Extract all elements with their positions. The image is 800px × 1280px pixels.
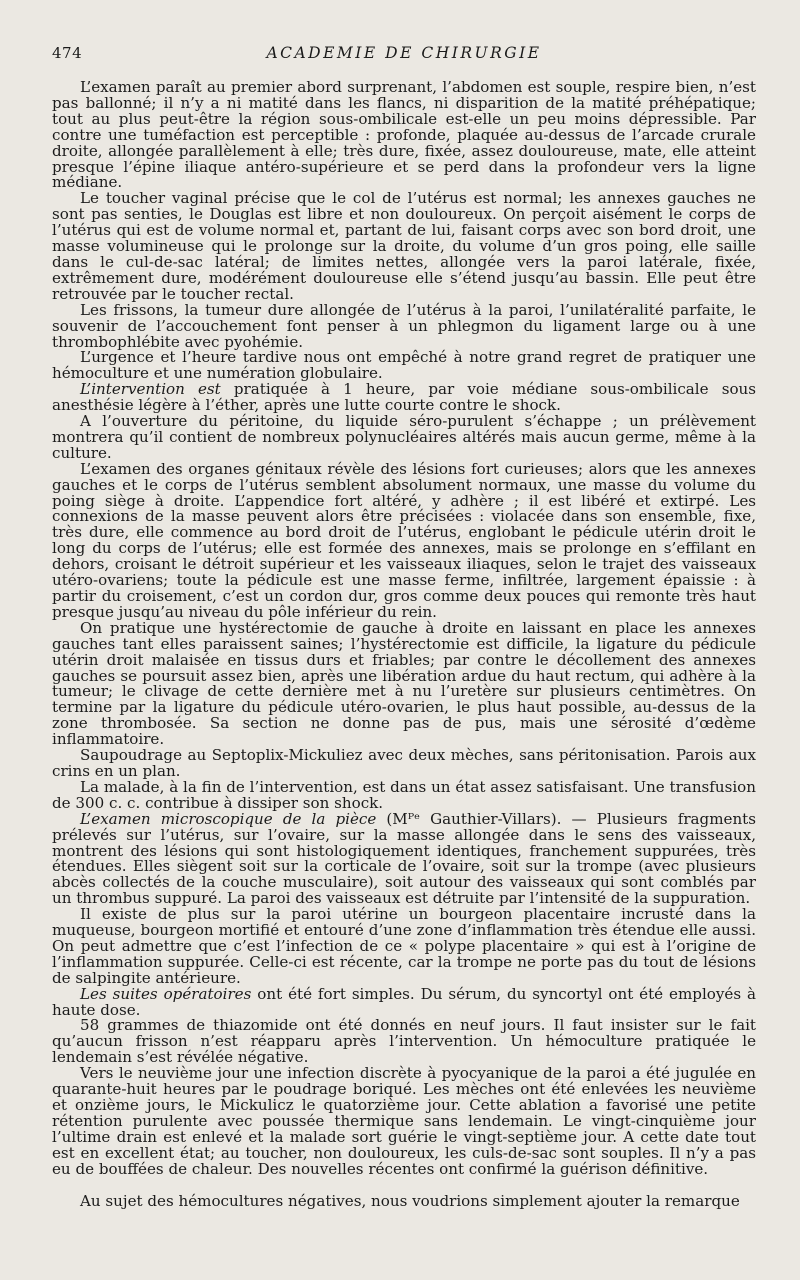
paragraph bbox=[52, 809, 756, 908]
paragraph-text: L’urgence et l’heure tardive nous ont empêché à notre grand regret de pratiquer une hémoculture et une numération globulaire. bbox=[52, 348, 756, 383]
paragraph bbox=[52, 748, 756, 780]
page-number: 474 bbox=[52, 44, 83, 62]
paragraph bbox=[52, 459, 756, 621]
paragraph-text: Il existe de plus sur la paroi utérine un bourgeon placentaire incrusté dans la muqueuse, bourgeon mortifié et entouré d’une zone d’inflammation très étendue elle aussi. On peut admettre que c’est l’infection de ce « polype placentaire » qui est à l’origine de l’inflammation suppurée. Celle-ci est récente, car la trompe ne porte pas du tout de lésions de salpingite antérieure. bbox=[52, 905, 756, 987]
paragraph-text: L’examen paraît au premier abord surprenant, l’abdomen est souple, respire bien, n’est pas ballonné; il n’y a ni matité dans les flancs, ni disparition de la matité préhépatique; tout au plus peut-être la région sous-ombilicale est-elle un peu moins dépressible. Par contre une tuméfaction est perceptible : profonde, plaquée au-dessus de l’arcade crurale droite, allongée parallèlement à elle; très dure, fixée, assez douloureuse, mate, elle atteint presque l’épine iliaque antéro-supérieure et se perd dans la profondeur vers la ligne médiane. bbox=[52, 78, 756, 192]
paragraph-text: L’examen des organes génitaux révèle des lésions fort curieuses; alors que les annexes gauches et le corps de l’utérus semblent absolument normaux, une masse du volume du poing siège à droite. L’appendice fort altéré, y adhère ; il est libéré et extirpé. Les connexions de la masse peuvent alors être précisées : violacée dans son ensemble, fixe, très dure, elle commence au bord droit de l’utérus, englobant le pédicule utérin droit le long du corps de l’utérus; elle est formée des annexes, mais se prolonge en s’effilant en dehors, croisant le détroit supérieur et les vaisseaux iliaques, selon le trajet des vaisseaux utéro-ovariens; toute la pédicule est une masse ferme, infiltrée, largement épaissie : à partir du croisement, c’est un cordon dur, gros comme deux pouces qui remonte très haut presque jusqu’au niveau du pôle inférieur du rein. bbox=[52, 459, 756, 621]
paragraph bbox=[52, 191, 756, 302]
paragraph bbox=[52, 350, 756, 382]
paragraph bbox=[52, 777, 756, 812]
paragraph bbox=[52, 1018, 756, 1066]
paragraph-text: (Mᴾᵉ Gauthier-Villars). — Plusieurs fragments prélevés sur l’utérus, sur l’ovaire, sur la masse allongée dans le sens des vaisseaux, montrent des lésions qui sont histologiquement identiques, franchement suppurées, très étendues. Elles siègent soit sur la corticale de l’ovaire, soit sur la trompe (avec plusieurs abcès collectés de la couche musculaire), soit autour des vaisseaux qui sont comblés par un thrombus suppuré. La paroi des vaisseaux est détruite par l’intensité de la suppuration. bbox=[52, 809, 756, 908]
paragraph bbox=[52, 414, 756, 462]
paragraph-text: On pratique une hystérectomie de gauche à droite en laissant en place les annexes gauches tant elles paraissent saines; l’hystérectomie est difficile, la ligature du pédicule utérin droit malaisée en tissus durs et friables; par contre le décollement des annexes gauches se poursuit assez bien, après une libération ardue du haut rectum, qui adhère à la tumeur; le clivage de cette dernière met à nu l’uretère sur plusieurs centimètres. On termine par la ligature du pédicule utéro-ovarien, le plus haut possible, au-dessus de la zone thrombosée. Sa section ne donne pas de pus, mais une sérosité d’œdème inflammatoire. bbox=[52, 618, 756, 749]
paragraph-lead: Les suites opératoires bbox=[80, 984, 252, 1003]
paragraph-text: Les frissons, la tumeur dure allongée de l’utérus à la paroi, l’unilatéralité parfaite, le souvenir de l’accouchement font penser à un phlegmon du ligament large ou à une thrombophlébite avec pyohémie. bbox=[52, 300, 756, 351]
paragraph bbox=[52, 907, 756, 987]
paragraph-lead: L’examen microscopique de la pièce bbox=[80, 809, 377, 828]
paragraph-text: A l’ouverture du péritoine, du liquide séro-purulent s’échappe ; un prélèvement montrera qu’il contient de nombreux polynucléaires altérés mais aucun germe, même à la culture. bbox=[52, 412, 756, 462]
running-head: ACADEMIE DE CHIRURGIE bbox=[266, 44, 542, 62]
paragraph bbox=[52, 300, 756, 351]
paragraph bbox=[52, 1066, 756, 1177]
paragraph-text: Vers le neuvième jour une infection discrète à pyocyanique de la paroi a été jugulée en quarante-huit heures par le poudrage boriqué. Les mèches ont été enlevées les neuvième et onzième jours, le Mickulicz le quatorzième jour. Cette ablation a favorisé une petite rétention purulente avec poussée thermique sans lendemain. Le vingt-cinquième jour l’ultime drain est enlevé et la malade sort guérie le vingt-septième jour. A cette date tout est en excellent état; au toucher, non douloureux, les culs-de-sac sont souples. Il n’y a pas eu de bouffées de chaleur. Des nouvelles récentes ont confirmé la guérison définitive. bbox=[52, 1064, 756, 1178]
paragraph bbox=[52, 618, 756, 749]
paragraph-text: Le toucher vaginal précise que le col de l’utérus est normal; les annexes gauches ne sont pas senties, le Douglas est libre et non douloureux. On perçoit aisément le corps de l’utérus qui est de volume normal et, partant de lui, faisant corps avec son bord droit, une masse volumineuse qui le prolonge sur la droite, du volume d’un gros poing, elle saille dans le cul-de-sac latéral; de limites nettes, allongée vers la paroi latérale, fixée, extrêmement dure, modérément douloureuse elle s’étend jusqu’au bassin. Elle peut être retrouvée par le toucher rectal. bbox=[52, 189, 756, 303]
paragraph-text: Au sujet des hémocultures négatives, nous voudrions simplement ajouter la remarque bbox=[80, 1191, 740, 1210]
paragraph-text: ont été fort simples. Du sérum, du syncortyl ont été employés à haute dose. bbox=[52, 984, 756, 1019]
paragraph-text: Saupoudrage au Septoplix-Mickuliez avec deux mèches, sans péritonisation. Parois aux crins en un plan. bbox=[52, 746, 756, 780]
paragraph-lead: L’intervention est bbox=[80, 380, 221, 399]
paragraph bbox=[52, 1191, 756, 1210]
body-text bbox=[52, 80, 756, 1209]
page-header bbox=[52, 44, 756, 68]
paragraph bbox=[52, 80, 756, 191]
paragraph-text: 58 grammes de thiazomide ont été donnés en neuf jours. Il faut insister sur le fait qu’aucun frisson n’est réapparu après l’intervention. Un hémoculture pratiquée le lendemain s’est révélée négative. bbox=[52, 1016, 756, 1067]
paragraph-text: pratiquée à 1 heure, par voie médiane sous-ombilicale sous anesthésie légère à l’éther, après une lutte courte contre le shock. bbox=[52, 380, 756, 415]
paragraph bbox=[52, 382, 756, 414]
paragraph bbox=[52, 984, 756, 1019]
paragraph-text: La malade, à la fin de l’intervention, est dans un état assez satisfaisant. Une transfusion de 300 c. c. contribue à dissiper son shock. bbox=[52, 777, 756, 812]
